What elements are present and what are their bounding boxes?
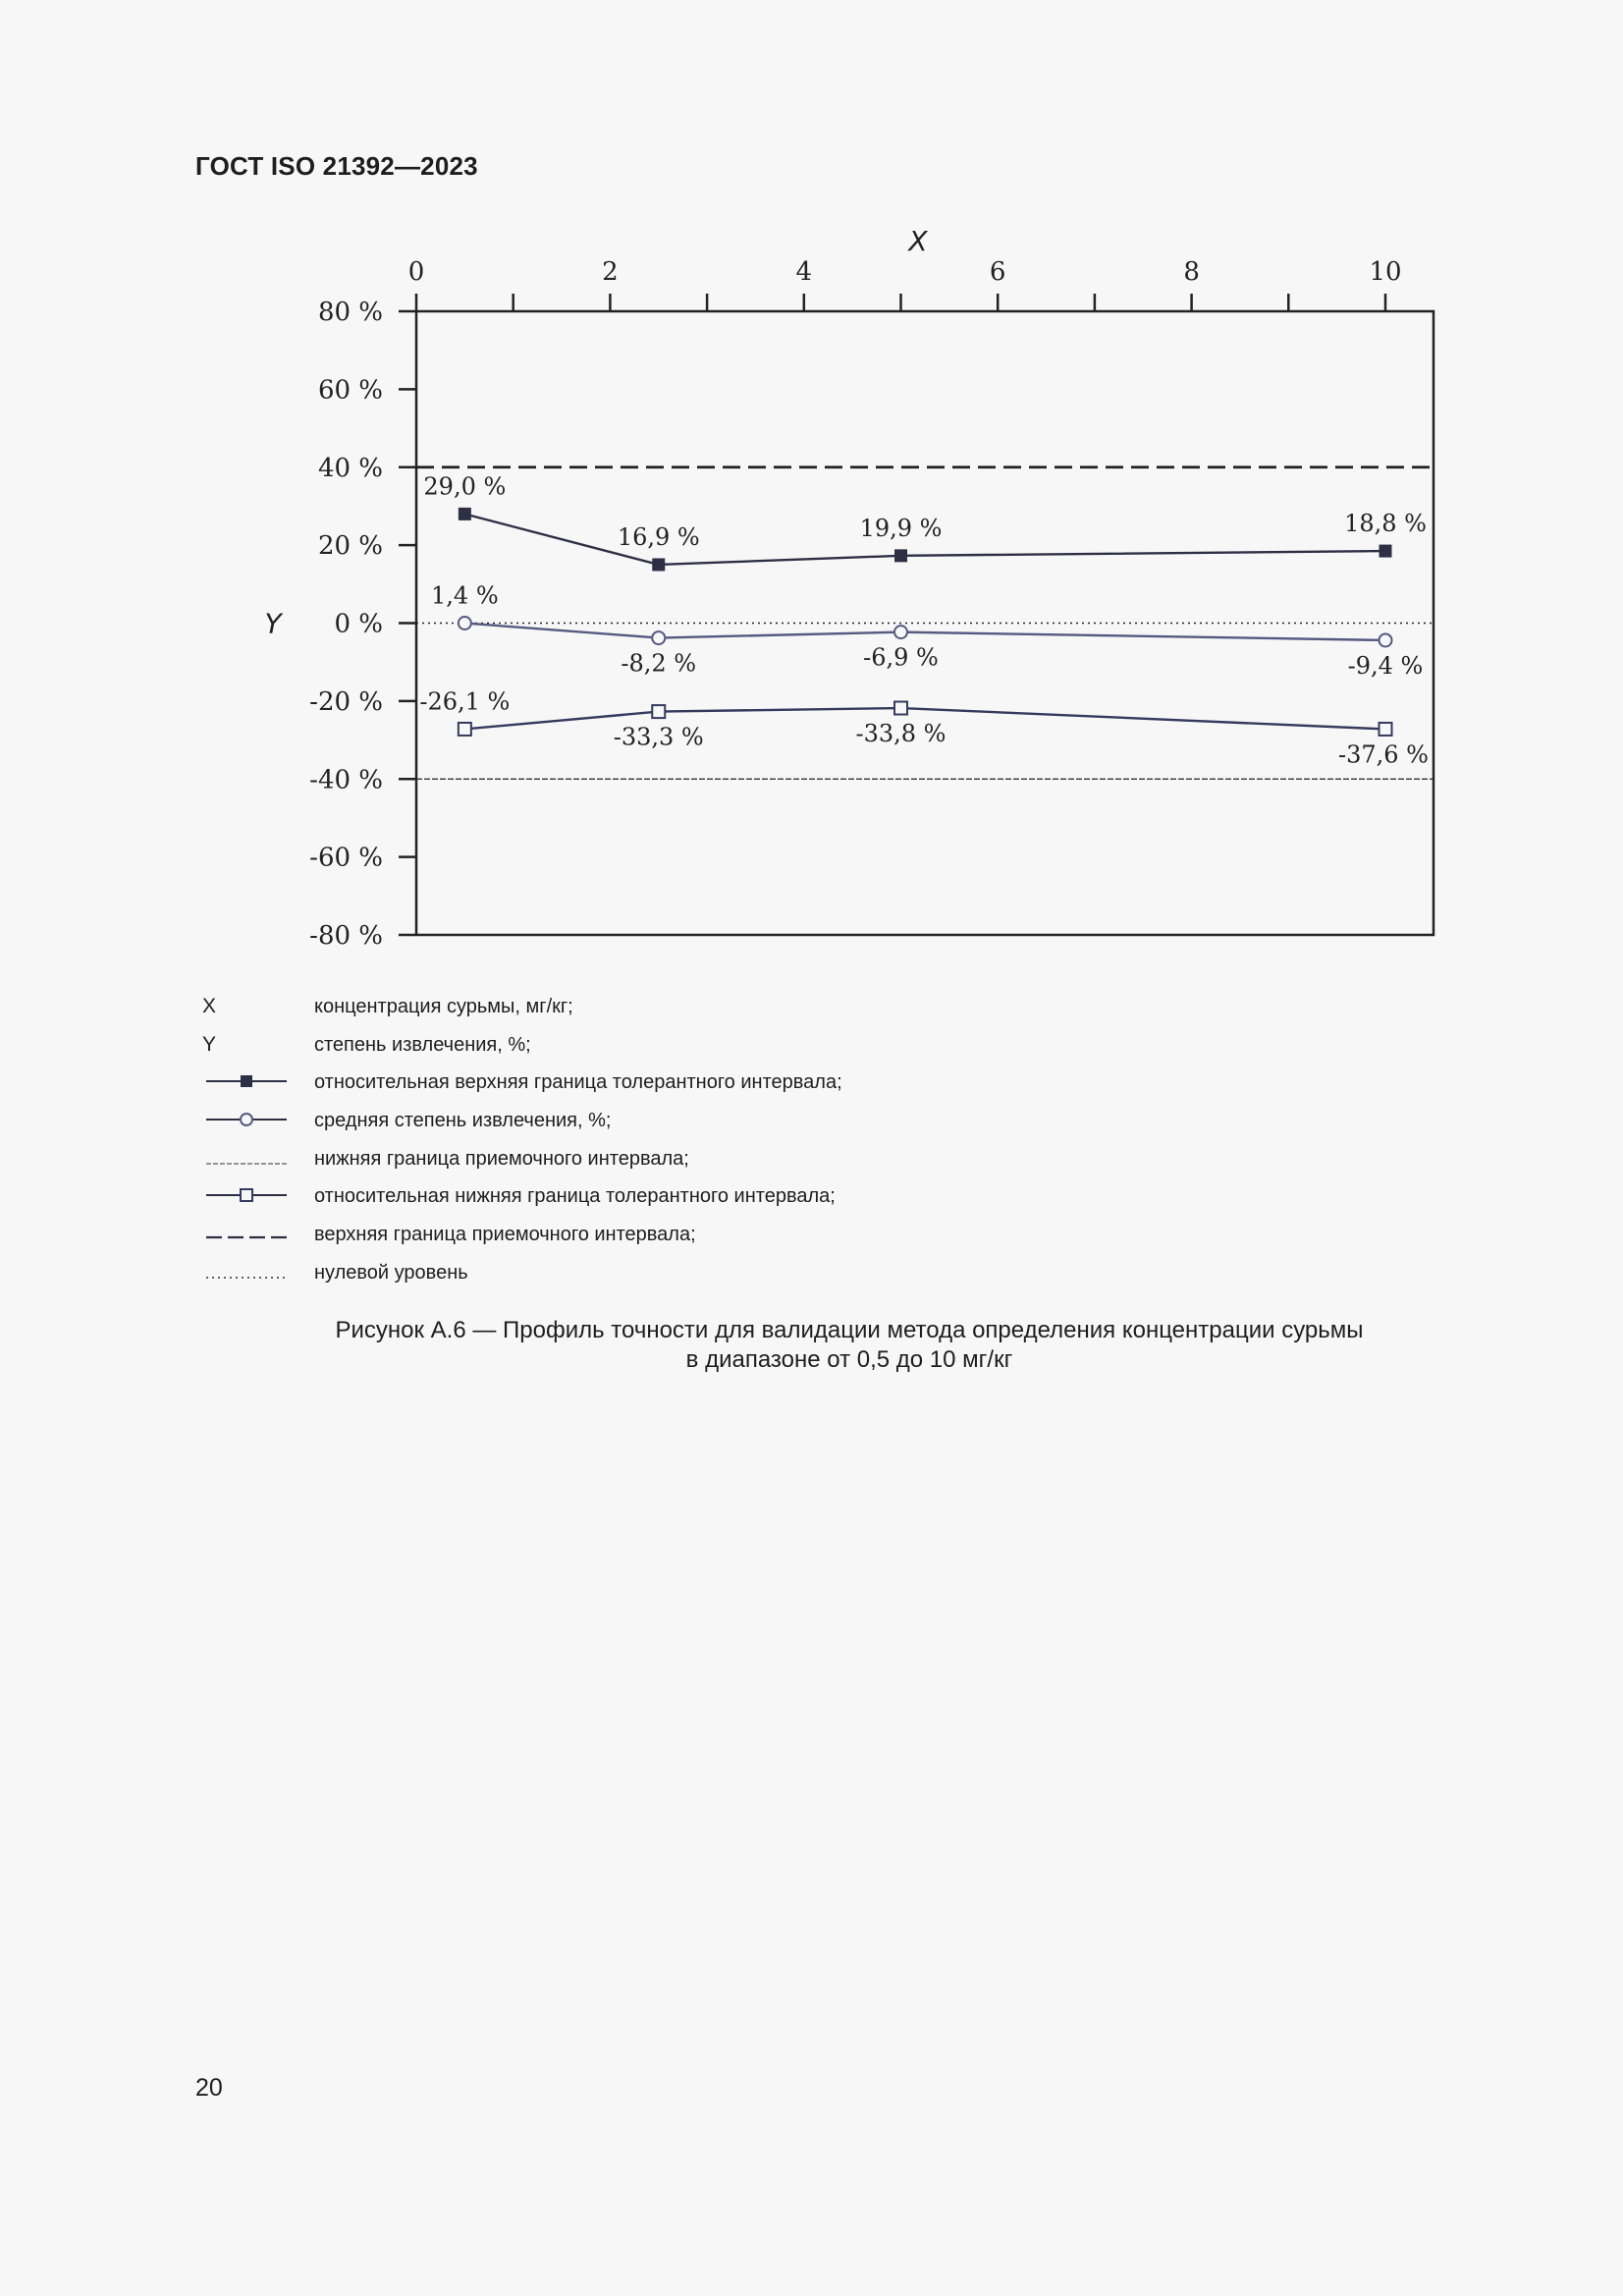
x-tick-label: 6: [989, 257, 1006, 287]
y-tick-label: -80 %: [309, 921, 383, 951]
legend-item: [202, 1069, 1479, 1108]
x-tick-label: 8: [1183, 257, 1200, 287]
legend-key: Y: [202, 1032, 217, 1056]
data-label-mean_recovery: -8,2 %: [621, 649, 697, 678]
legend-symbol-long-dash: [202, 1222, 291, 1247]
legend-text: концентрация сурьмы, мг/кг;: [314, 996, 573, 1017]
data-point-lower_tolerance: [652, 705, 665, 718]
legend-symbol-dotted: [202, 1260, 291, 1285]
data-label-upper_tolerance: 18,8 %: [1344, 510, 1427, 538]
x-tick-label: 4: [795, 257, 813, 287]
y-tick-label: 0 %: [334, 609, 383, 639]
figure-caption: [196, 1316, 1502, 1375]
data-point-mean_recovery: [894, 626, 907, 638]
y-tick-label: 40 %: [317, 453, 383, 483]
x-tick-label: 2: [602, 257, 619, 287]
legend-key: [202, 1108, 291, 1133]
legend-symbol-open-square-line: [202, 1183, 291, 1209]
legend-item: [202, 1222, 1479, 1260]
y-tick-label: 80 %: [317, 298, 383, 327]
series-line-mean_recovery: [464, 624, 1385, 640]
legend-text: нижняя граница приемочного интервала;: [314, 1147, 689, 1170]
data-label-upper_tolerance: 29,0 %: [423, 472, 507, 501]
data-point-lower_tolerance: [1380, 723, 1392, 736]
accuracy-profile-chart: [0, 0, 1623, 982]
legend-text: степень извлечения, %;: [314, 1033, 531, 1056]
legend-key: [202, 1260, 291, 1285]
data-label-mean_recovery: -6,9 %: [863, 643, 939, 672]
y-tick-label: 20 %: [317, 531, 383, 562]
data-point-upper_tolerance: [1380, 545, 1391, 557]
data-label-mean_recovery: -9,4 %: [1347, 651, 1424, 680]
legend-symbol-short-dash: [202, 1146, 291, 1172]
legend-text: нулевой уровень: [314, 1261, 468, 1284]
x-tick-label: 0: [407, 257, 425, 287]
legend-symbol-open-circle-line: [202, 1108, 291, 1133]
legend-key: [202, 1069, 291, 1095]
data-point-mean_recovery: [1380, 633, 1392, 646]
legend-item: [202, 1032, 1479, 1070]
legend-text: верхняя граница приемочного интервала;: [314, 1224, 696, 1246]
legend-key: [202, 1183, 291, 1209]
page-number: 20: [195, 2074, 223, 2102]
data-label-lower_tolerance: -37,6 %: [1338, 740, 1429, 769]
legend-text: относительная верхняя граница толерантного интервала;: [314, 1071, 842, 1094]
y-tick-label: -20 %: [309, 686, 383, 717]
legend-item: [202, 1183, 1479, 1222]
y-tick-label: -40 %: [309, 765, 383, 795]
data-label-lower_tolerance: -33,3 %: [613, 723, 704, 751]
y-axis-label: Y: [264, 607, 282, 640]
data-point-upper_tolerance: [653, 559, 665, 571]
x-axis-label: X: [908, 225, 928, 257]
caption-line-1: Рисунок А.6 — Профиль точности для валидации метода определения концентрации сурьмы: [335, 1317, 1364, 1343]
caption-line-2: в диапазоне от 0,5 до 10 мг/кг: [685, 1346, 1013, 1373]
data-label-lower_tolerance: -26,1 %: [419, 687, 511, 716]
data-point-mean_recovery: [459, 617, 471, 629]
data-point-mean_recovery: [652, 631, 665, 644]
legend-item: [202, 1260, 1479, 1298]
legend-key: [202, 1222, 291, 1247]
legend-item: [202, 1108, 1479, 1146]
legend-item: [202, 994, 1479, 1032]
data-point-upper_tolerance: [895, 550, 907, 562]
legend-item: [202, 1146, 1479, 1184]
x-tick-label: 10: [1369, 257, 1402, 287]
data-label-upper_tolerance: 16,9 %: [617, 522, 700, 551]
data-point-lower_tolerance: [894, 702, 907, 715]
legend-text: средняя степень извлечения, %;: [314, 1110, 612, 1132]
data-point-upper_tolerance: [459, 508, 470, 519]
document-header: ГОСТ ISO 21392—2023: [195, 151, 478, 181]
data-label-lower_tolerance: -33,8 %: [855, 720, 947, 748]
legend-symbol-filled-square-line: [202, 1069, 291, 1095]
data-label-upper_tolerance: 19,9 %: [859, 514, 943, 542]
y-tick-label: -60 %: [309, 843, 383, 873]
legend-text: относительная нижняя граница толерантного интервала;: [314, 1185, 836, 1208]
legend-key: [202, 1146, 291, 1172]
legend-key: X: [202, 995, 217, 1017]
legend: [202, 994, 1479, 1298]
y-tick-label: 60 %: [317, 375, 383, 406]
data-point-lower_tolerance: [459, 723, 471, 736]
data-label-mean_recovery: 1,4 %: [431, 581, 499, 610]
